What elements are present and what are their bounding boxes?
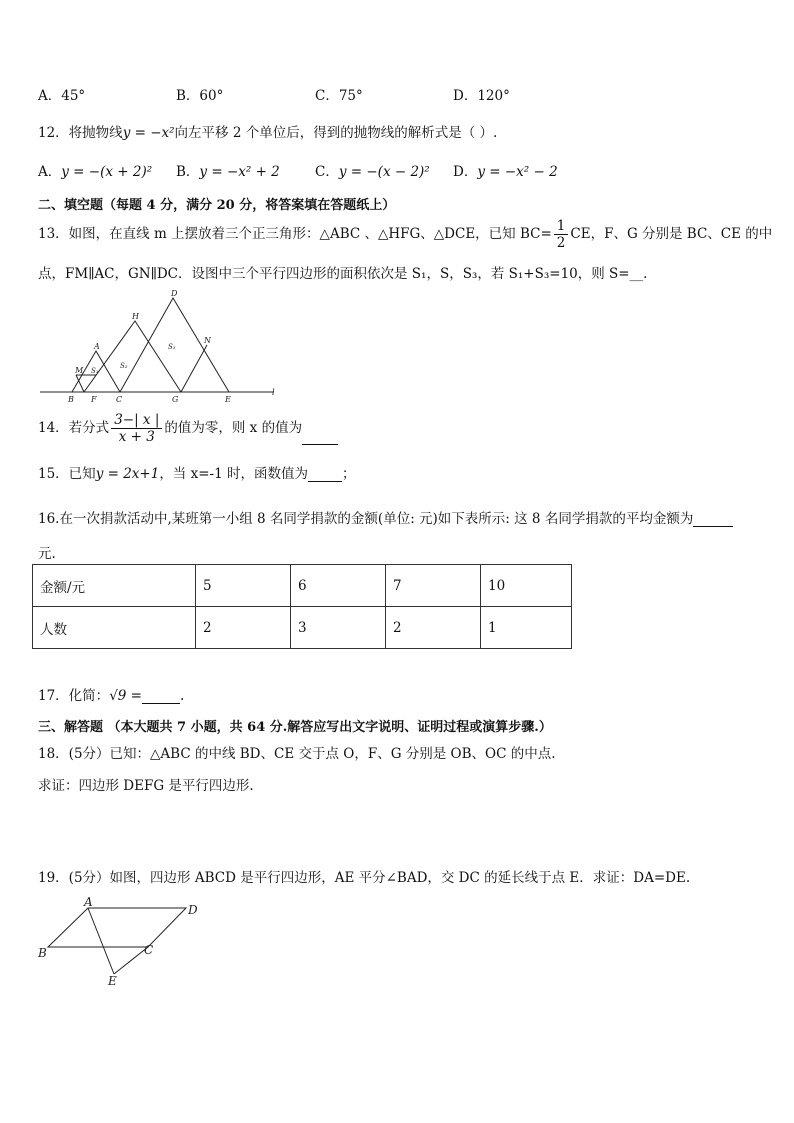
q16-answer-blank[interactable]	[693, 512, 733, 527]
q12-option-c: C．y = −(x − 2)²	[315, 164, 430, 180]
q11-option-a: A．45°	[38, 88, 86, 104]
svg-text:F: F	[91, 395, 97, 404]
q14-answer-blank[interactable]	[302, 430, 338, 445]
q12-stem-formula: y = −x²	[122, 125, 175, 141]
q16-line2: 元.	[38, 546, 56, 562]
q12-stem-text: 12．将抛物线	[38, 125, 123, 141]
svg-text:N: N	[204, 336, 211, 345]
q16-line1: 16.在一次捐款活动中,某班第一小组 8 名同学捐款的金额(单位: 元)如下表所示: 这 8 名同学捐款的平均金额为	[38, 507, 733, 527]
q13-line1: 13．如图，在直线 m 上摆放着三个正三角形：△ABC 、△HFG、△DCE，已知 BC= $\frac{1}{2}$ CE，F、G 分别是 BC、CE 的中	[38, 218, 773, 251]
svg-text:E: E	[225, 395, 231, 404]
q11-option-d: D．120°	[453, 88, 510, 104]
q13-line2: 点，FM∥AC，GN∥DC．设图中三个平行四边形的面积依次是 S₁，S，S₃，若 S₁+S₃=10，则 S=__.	[38, 266, 648, 282]
q12-option-d: D．y = −x² − 2	[453, 164, 558, 180]
svg-text:D: D	[188, 903, 198, 917]
svg-text:M: M	[75, 366, 84, 375]
section-2-heading: 二、填空题（每题 4 分，满分 20 分，将答案填在答题纸上）	[38, 198, 396, 213]
svg-text:S₃: S₃	[168, 343, 176, 351]
q18-line1: 18．(5分）已知：△ABC 的中线 BD、CE 交于点 O，F、G 分别是 OB、OC 的中点.	[38, 746, 556, 762]
table-row: 金额/元 5 6 7 10	[33, 565, 572, 607]
svg-text:B: B	[68, 395, 74, 404]
q13-triangle-figure	[36, 285, 281, 405]
q17: 17．化简：√9 = .	[38, 688, 185, 704]
q12-stem	[38, 121, 497, 141]
svg-text:E: E	[108, 974, 117, 988]
q12-option-a: A．y = −(x + 2)²	[38, 164, 153, 180]
q12-option-b: B．y = −x² + 2	[176, 164, 280, 180]
svg-text:D: D	[171, 289, 178, 298]
q14: 14．若分式 $\frac{3-| x |}{x + 3}$ 的值为零，则 x 的值为	[38, 412, 338, 445]
q13-fraction: $\frac{1}{2}$	[554, 218, 569, 251]
q15-answer-blank[interactable]	[308, 467, 342, 482]
svg-text:C: C	[144, 943, 154, 957]
q12-stem-tail: 向左平移 2 个单位后，得到的抛物线的解析式是（ ）.	[174, 125, 498, 141]
svg-text:B: B	[38, 946, 47, 960]
q11-option-b: B．60°	[176, 88, 224, 104]
svg-text:A: A	[94, 342, 100, 351]
table-row: 人数 2 3 2 1	[33, 607, 572, 649]
svg-text:G: G	[172, 395, 179, 404]
q18-line2: 求证：四边形 DEFG 是平行四边形.	[38, 778, 254, 794]
svg-text:H: H	[132, 312, 139, 321]
q17-answer-blank[interactable]	[142, 689, 180, 704]
svg-text:S₁: S₁	[91, 367, 99, 375]
q14-fraction: $\frac{3-| x |}{x + 3}$	[111, 412, 162, 445]
svg-text:A: A	[84, 895, 93, 909]
svg-text:l: l	[272, 388, 275, 397]
section-3-heading: 三、解答题 （本大题共 7 小题，共 64 分.解答应写出文字说明、证明过程或演算步骤.）	[38, 720, 552, 735]
q11-option-c: C．75°	[315, 88, 363, 104]
donation-table	[32, 564, 572, 649]
svg-text:S₂: S₂	[120, 362, 128, 370]
q15: 15．已知y = 2x+1，当 x=-1 时，函数值为 ；	[38, 466, 356, 482]
q19-parallelogram-figure	[36, 893, 206, 988]
q19-line1: 19．(5分）如图，四边形 ABCD 是平行四边形，AE 平分∠BAD，交 DC 的延长线于点 E．求证：DA=DE.	[38, 870, 691, 886]
svg-text:C: C	[116, 395, 123, 404]
